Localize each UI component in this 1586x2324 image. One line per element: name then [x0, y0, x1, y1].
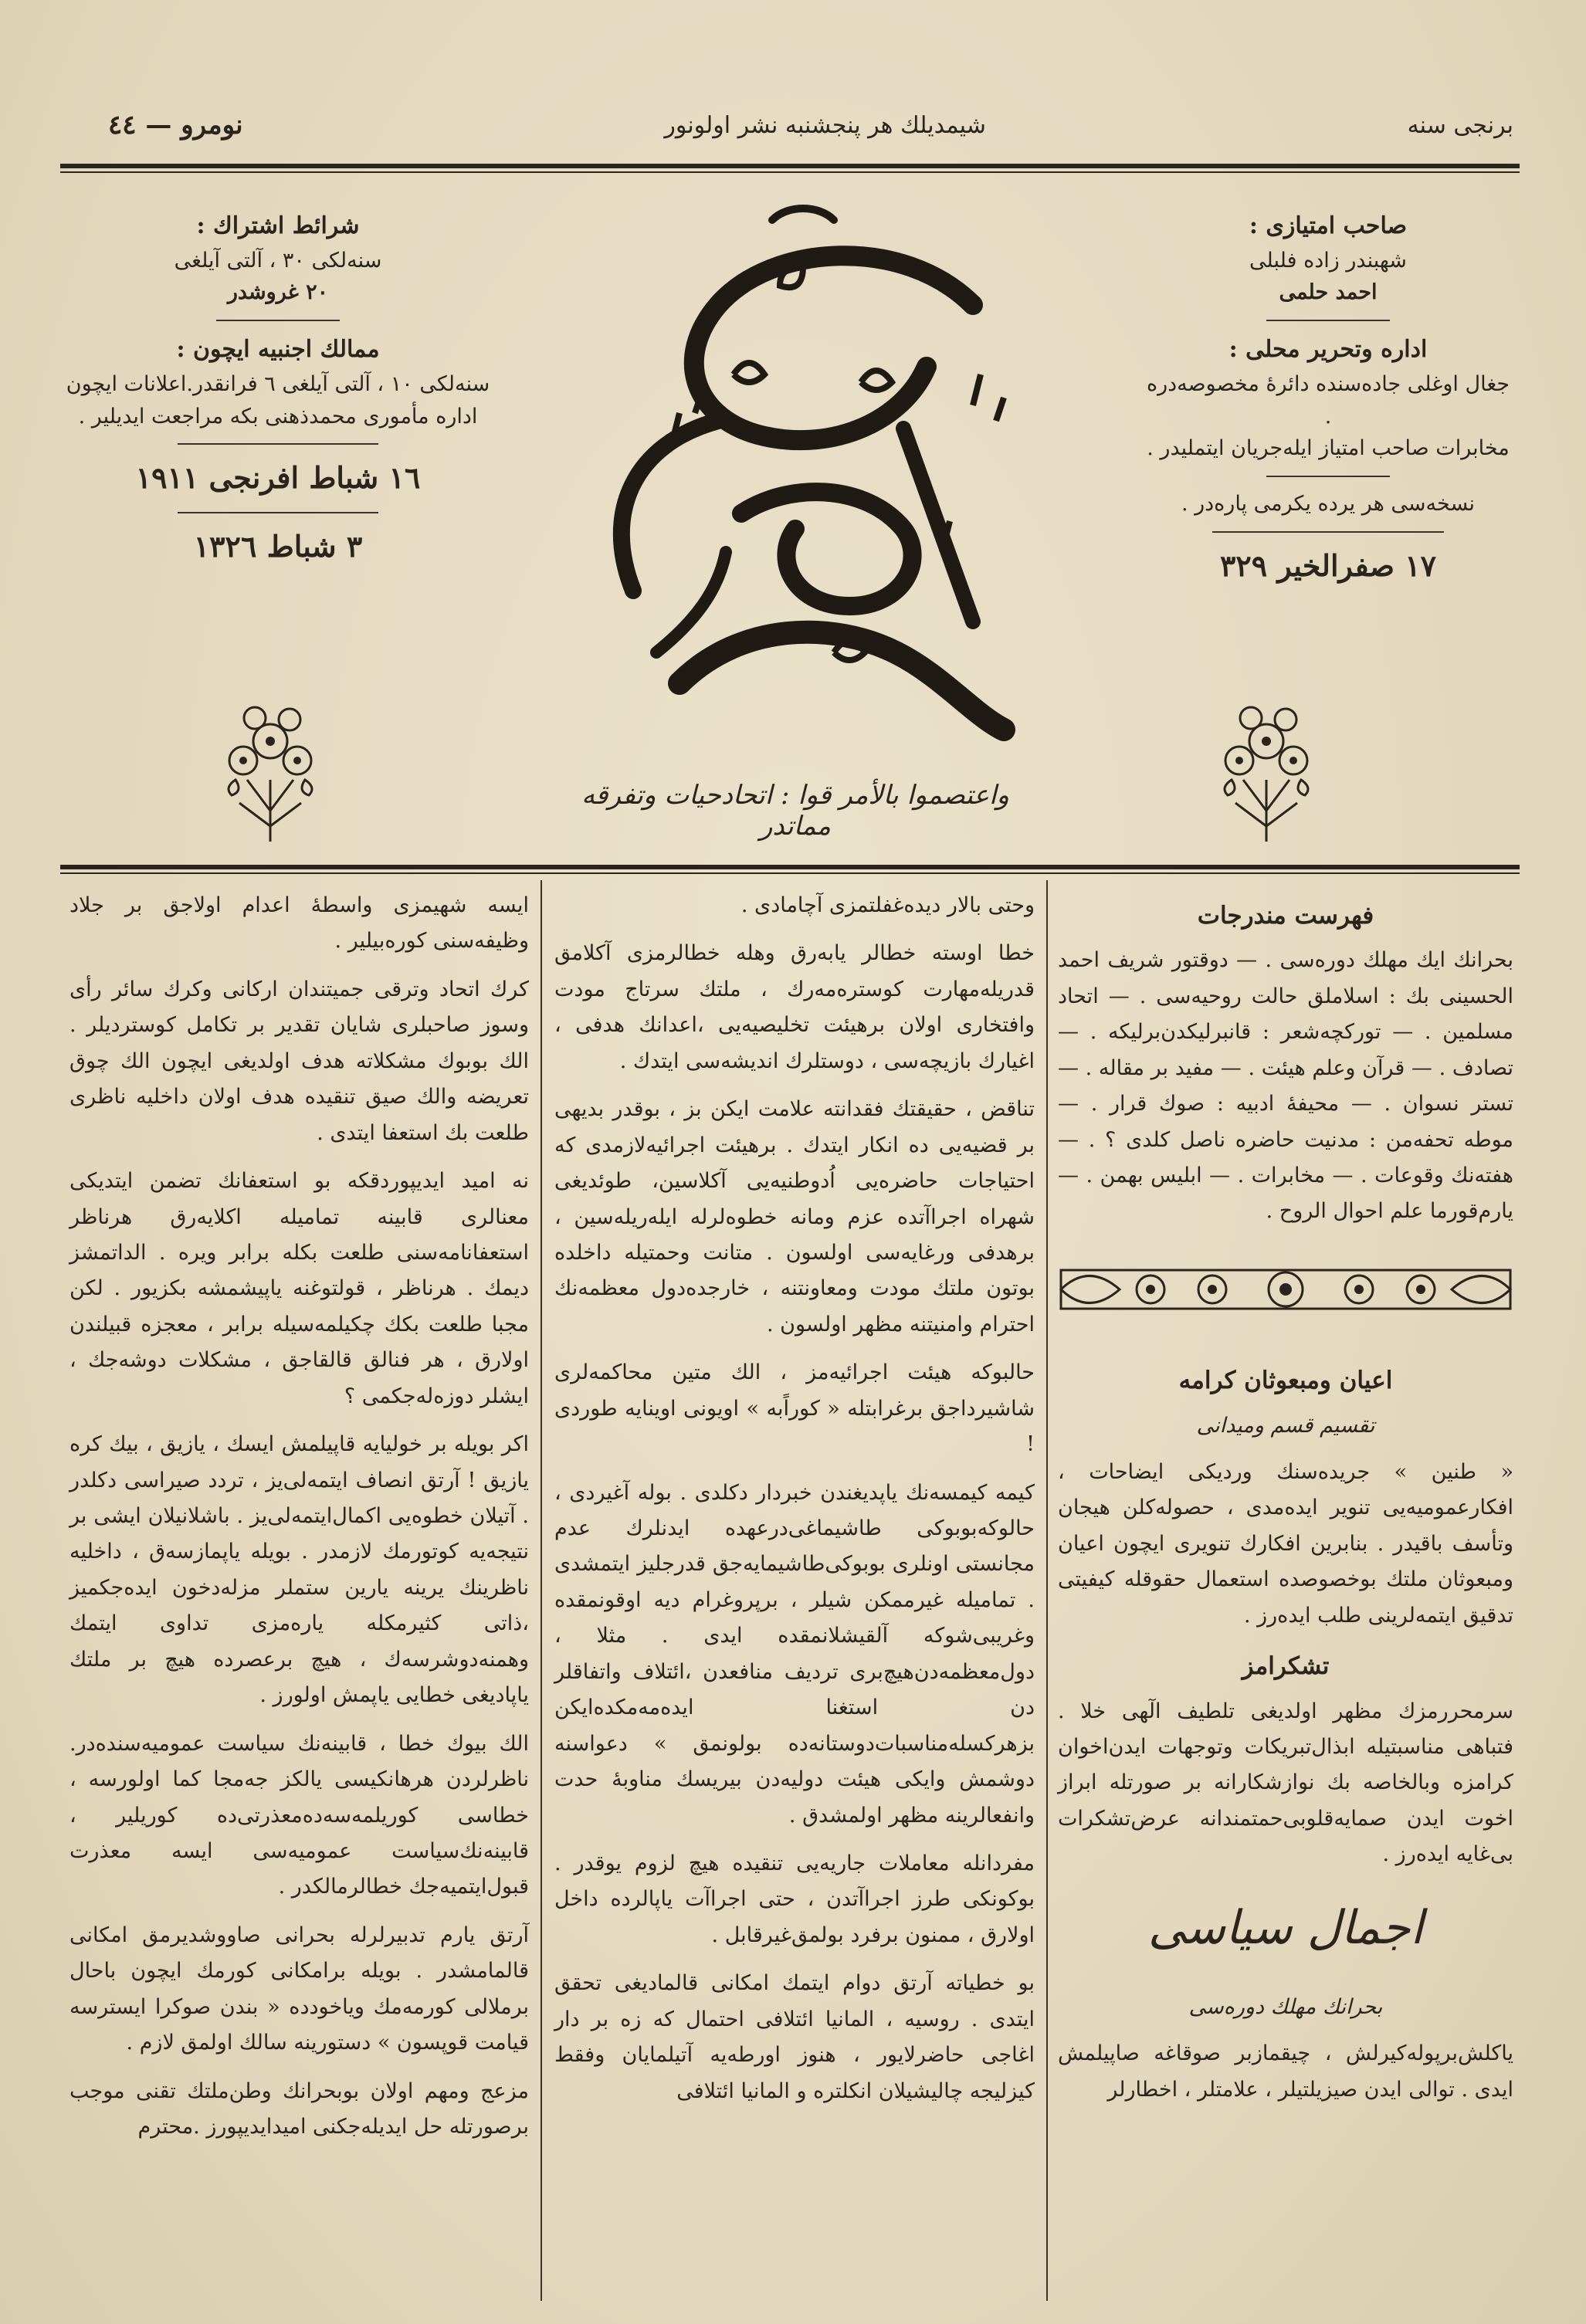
left-paragraph-6: آرتق یارم تدبیرلرله بحرانی صاووشدیرمق امکانی قالمامشدر . بویله برامکانی کورمك ایچون باحال برملالی کورمه‌مك ویاخودده « بندن صوکرا ایسترسه قیامت قوپسون » دستورینه سالك اولمق لازم . [69, 1923, 529, 2055]
office-line-1: جغال اوغلی جاده‌سنده دائرهٔ مخصوصه‌دره . [1146, 371, 1510, 429]
subscription-title: شرائط اشتراك : [196, 212, 360, 239]
left-paragraph-1: ایسه شهیمزی واسطهٔ اعدام اولاجق بر جلاد وظیفه‌سنی کوره‌بیلیر . [69, 893, 529, 954]
separator [1266, 320, 1390, 321]
publish-note: شیمدیلك هر پنجشنبه نشر اولونور [664, 111, 986, 139]
masthead-topline [108, 108, 1513, 142]
mid-paragraph-1: وحتی بالار دیده‌غفلتمزی آچامادی . [740, 893, 1035, 917]
thanks-text: سرمحررمزك مظهر اولدیغی تلطیف الٓهی خلا . فتباهی مناسبتیله ابذال‌تبریکات وتوجهات ایدن‌اخوان کرامزه وبالخاصه بك نوازشکارانه بر صورتله ابراز اخوت ایدن صمایه‌قلوبی‌حمتمندانه عرض‌تشکرات بی‌غایه ایده‌رز . [1058, 1699, 1513, 1867]
top-rule [60, 164, 1520, 168]
masthead-calligraphy-logo [541, 189, 1050, 761]
flower-ornament-icon [1205, 695, 1328, 849]
year-label: برنجی سنه [1407, 111, 1513, 139]
issue-number: نومرو — ٤٤ [108, 110, 243, 141]
column-right [1058, 888, 1513, 2120]
date-february: ١٦ شباط افرنجی ١٩١١ [135, 460, 421, 496]
owner-box [1143, 208, 1513, 589]
separator [216, 320, 340, 321]
mid-paragraph-6: مفردانله معاملات جاریه‌یی تنقیده هیچ لزوم یوقدر . بوکونکی طرز اجراآتدن ، حتی اجراآت یاپالرده داخل اولارق ، ممنون برفرد بولمق‌غیرقابل . [554, 1851, 1035, 1947]
left-paragraph-2: کرك اتحاد وترقی جمیتندان ارکانی وکرك سائر رأی وسوز صاحبلری شایان تقدیر بر تکامل کوستردیلر . الك بوبوك مشکلاته هدف اولدیغی ایچون الك چوق تعریضه والك صیق تنقیده هدف اولان داخلیه ناظری طلعت بك استعفا ایتدی . [69, 977, 529, 1145]
owner-desc: شهبندر زاده فلبلی [1249, 248, 1407, 273]
masthead-motto: واعتصموا بالأمر قوا : اتحادحیات وتفرقه مماتدر [581, 780, 1009, 842]
foreign-title: ممالك اجنبیه ایچون : [176, 336, 380, 364]
section-text: « طنین » جریده‌سنك وردیکی ایضاحات ، افکارعمومیه‌یی تنویر ایده‌مدی ، حصوله‌کلن هیجان وتأسف باقیدر . بنابرین افکارك تنویری ایچون اعیان ومبعوثان ملتك بوخصوصده استعمال حقوقله کیفیتی تدقیق ایتمه‌لرینی طلب ایده‌رز . [1058, 1460, 1513, 1628]
separator [1212, 531, 1444, 533]
mid-paragraph-2: خطا اوسته خطالر یابه‌رق وهله خطالرمزی آکلامق قدریله‌مهارت کوستره‌مه‌رك ، ملتك سرتاج مودت وافتخاری اولان برهیئت تخلیصیه‌یی ،اعدانك هدفی ، اغیارك بازیچه‌سی ، دوستلرك اندیشه‌سی ایتدك . [554, 941, 1035, 1073]
subscription-line: سنه‌لکی ٣٠ ، آلتی آیلغی [174, 248, 382, 273]
section-title: اعیان ومبعوثان کرامه [1178, 1367, 1393, 1395]
section-rule-thin [60, 872, 1520, 874]
date-rumi: ٣ شباط ١٣٢٦ [193, 529, 363, 564]
left-paragraph-7: مزعج ومهم اولان بوبحرانك وطن‌ملتك تقنی موجب برصورتله حل ایدیله‌جکنی امیدایدیپورز .محترم [69, 2078, 529, 2139]
flower-ornament-icon [208, 695, 332, 849]
left-paragraph-5: الك بیوك خطا ، قابینه‌نك سیاست عمومیه‌سنده‌در. ناظرلردن هرهانکیسی یالکز جه‌مجا کما اولورسه ، خطاسی کوریلمه‌سه‌ده‌معذرتی‌ده کوریلیر ، قابینه‌نك‌سیاست عمومیه‌سی ایسه معذرت قبول‌ایتمیه‌جك خطالرمالکدر . [69, 1731, 529, 1899]
column-divider [1046, 880, 1048, 2301]
column-left [69, 888, 529, 2157]
toc-text: بحرانك ایك مهلك دوره‌سی . — دوقتور شریف احمد الحسینی بك : اسلاملق حالت روحیه‌سی . — اتحاد مسلمین . — تورکچه‌شعر : قانبرلیکدن‌برلیکه . — تصادف . — قرآن وعلم هیئت . — مفید بر مقاله . — تستر نسوان . — محیفهٔ ادبیه : صوك قرار . — موطه تحفه‌من : مدنیت حاضره ناصل کلدی ؟ . — هفته‌نك وقوعات . — مخابرات . — ابلیس بهمن . — یارم‌قورما علم احوال الروح . [1058, 948, 1513, 1224]
left-paragraph-4: اکر بویله بر خولیایه قاپیلمش ایسك ، یازیق ، بیك کره یازیق ! آرتق انصاف ایتمه‌لی‌یز ، تردد صیراسی دکلدر . آتیلان خطوه‌یی اکمال‌ایتمه‌لی‌یز . باشلانیلان ایشی بر نتیجه‌یه کوتورمك لازمدر . بویله یاپمازسه‌ق ، داخلیه ناظرینك یرینه یارین ستملر مزله‌دخون ایده‌جکمیز ،ذاتی کثیرمکله یاره‌مزی تداوی ایتمك وهمنه‌دوشرسه‌ك ، هیچ برعصرده هیچ بر ملتك یاپادیغی خطایی یاپمش اولورز . [69, 1432, 529, 1708]
foreign-line-2: اداره مأموری محمدذهنی بکه مراجعت ایدیلیر . [78, 404, 478, 429]
separator [178, 512, 378, 513]
mid-paragraph-4: حالبوکه هیئت اجرائیه‌مز ، الك متین محاکمه‌لری شاشیرداجق برغرابتله « کوراًبه » اویونی اوینایه طوردی ! [554, 1360, 1035, 1457]
mid-paragraph-7: بو خطیاته آرتق دوام ایتمك امکانی قالمادیغی تحقق ایتدی . روسیه ، المانیا ائتلافی احتمال که زه بر دار اغاجی حاضرلایور ، هنوز اورطه‌یه آتیلمایان وفقط کیزلیجه چالیشیلان انکلتره و المانیا ائتلافی [554, 1971, 1035, 2103]
owner-name: احمد حلمی [1279, 280, 1378, 305]
office-line-2: مخابرات صاحب امتیاز ایله‌جریان ایتملیدر . [1147, 436, 1510, 461]
mid-paragraph-5: کیمه کیمسه‌نك یاپدیغندن خبردار دکلدی . بوله آغیردی ، حالوکه‌بوبوکی طاشیماغی‌درعهده ایدنلرك عدم مجانستی اونلری بوبوکی‌طاشیمایه‌جق قدرجلیز ایتمشدی . تمامیله غیرممکن شیلر ، برپروغرام دیه اوقونمقده وغریبی‌شوکه آلقیشلانمقده ایدی . مثلا ، دول‌معظمه‌دن‌هیچ‌بری تردیف منافعدن ،ائتلاف واتفاقلر دن استغنا ایده‌مه‌مکده‌ایکن بزهرکسله‌مناسبات‌دوستانه‌ده بولونمق » دعواسنه دوشمش وایکی هیئت دولیه‌دن بیریسك مناوبهٔ حدت وانفعالرینه مظهر اولمشدق . [554, 1480, 1035, 1828]
separator [1266, 476, 1390, 477]
date-hijri: ١٧ صفرالخیر ٣٢٩ [1219, 548, 1437, 584]
crisis-title: بحرانك مهلك دوره‌سی [1188, 1994, 1383, 2019]
owner-title: صاحب امتیازی : [1249, 212, 1408, 239]
political-summary-title: اجمال سیاسی [1147, 1900, 1424, 1955]
column-divider [541, 880, 542, 2301]
mid-paragraph-3: تناقض ، حقیقتك فقدانته علامت ایکن بز ، بوقدر بدیهی بر قضیه‌یی ده انکار ایتدك . برهیئت اجرائیه‌لازمدی که احتیاجات حاضره‌یی اُدوطنیه‌یی آکلاسین، طوئدیغی شهراه اجراآتده عزم ومانه خطوه‌لرله ایله‌ریله‌سین ، برهدفی ورغایه‌سی اولسون . متانت وحمتیله داخلده بوتون ملتك مودت ومعاونتنه ، خارجده‌دول معظمه‌نك احترام وامنیتنه مظهر اولسون . [554, 1097, 1035, 1336]
foreign-line-1: سنه‌لکی ١٠ ، آلتی آیلغی ٦ فرانقدر.اعلانات ایچون [66, 371, 490, 396]
toc-title: فهرست مندرجات [1197, 902, 1374, 930]
separator [178, 443, 378, 445]
section-subtitle: تقسیم قسم ومیدانی [1196, 1413, 1375, 1438]
floral-band-ornament-icon [1058, 1255, 1513, 1324]
section-rule [60, 865, 1520, 869]
subscription-price: ٢٠ غروشدر [227, 280, 329, 305]
top-rule-thin [60, 171, 1520, 173]
left-paragraph-3: نه امید ایدیپوردقکه بو استعفانك تضمن ایتدیکی معنالری قابینه تمامیله اکلایه‌رق هرناظر استعفانامه‌سنی طلعت بکله برابر ویره . الداتمشز دیمك . هرناظر ، قولتوغنه یاپیشمشه بکزیور . لکن مجبا طلعت بکك چکیلمه‌سیله برابر ، معجزه قبیلندن اولارق ، هر فنالق قالقاجق ، مشکلات دوشه‌جك ، ایشلر دوزه‌له‌جکمی ؟ [69, 1169, 529, 1408]
column-middle [554, 888, 1035, 2122]
thanks-title: تشکرامز [1242, 1652, 1330, 1681]
subscription-box [62, 208, 494, 570]
price-note: نسخه‌سی هر یرده یکرمی پاره‌در . [1181, 492, 1476, 517]
office-title: اداره وتحریر محلی : [1228, 336, 1428, 364]
crisis-text: یاکلش‌برپوله‌کیرلش ، چیقمازبر صوقاغه صاپیلمش ایدی . توالی ایدن صیزیلتیلر ، علامتلر ، اخطارلر [1058, 2041, 1513, 2102]
